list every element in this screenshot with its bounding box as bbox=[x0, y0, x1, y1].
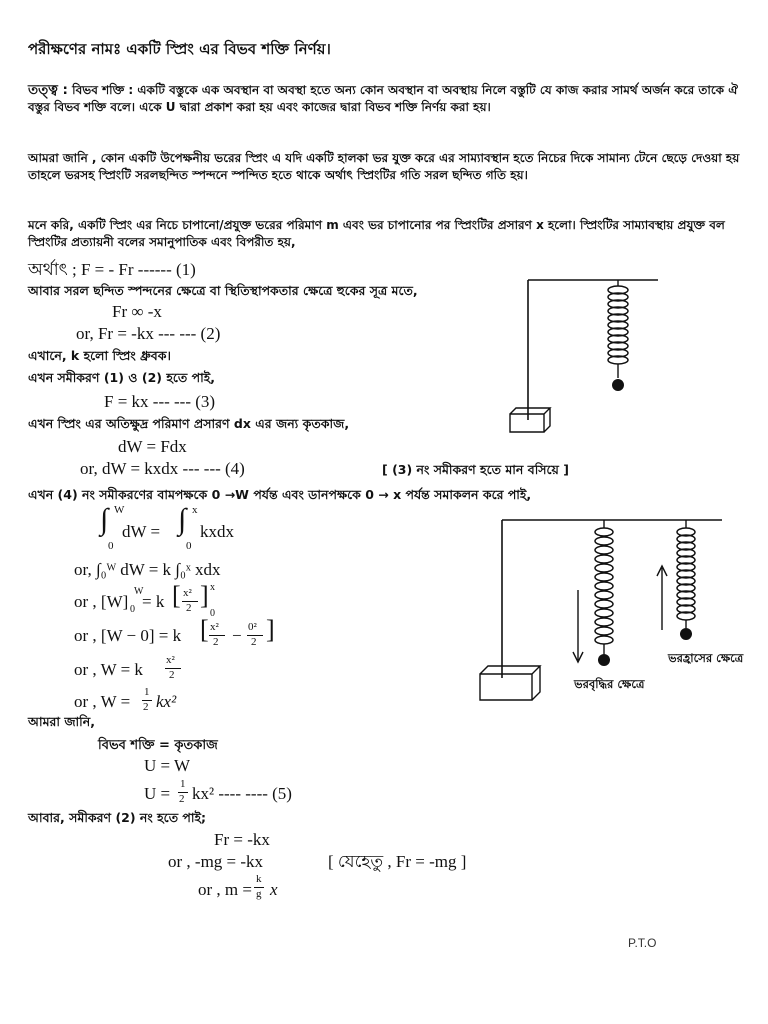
spring-coil-compressed bbox=[677, 528, 695, 620]
minus-sign: − bbox=[232, 626, 242, 645]
left-bracket: [ bbox=[200, 615, 209, 644]
upper-limit: W bbox=[114, 504, 125, 516]
spring-coil-extended bbox=[595, 528, 613, 644]
equation-7: or , -mg = -kx bbox=[168, 852, 264, 871]
w-equals: or , W = bbox=[74, 692, 131, 711]
integral-right: kxdx bbox=[200, 522, 234, 541]
integral-sign: ∫ bbox=[100, 503, 109, 536]
again-text: আবার, সমীকরণ (2) নং হতে পাই; bbox=[28, 810, 207, 825]
integral-line-4 bbox=[74, 615, 314, 656]
equation-2: or, Fr = -kx --- --- (2) bbox=[76, 324, 221, 343]
energy-equals-work: বিভব শক্তি = কৃতকাজ bbox=[98, 738, 218, 753]
upper-limit: W bbox=[134, 586, 144, 597]
compare-text: এখন সমীকরণ (1) ও (2) হতে পাই, bbox=[28, 370, 216, 385]
spring-coil bbox=[608, 286, 628, 364]
w-minus-zero: or , [W − 0] = k bbox=[74, 626, 182, 645]
we-know-text: আমরা জানি, bbox=[28, 714, 95, 729]
integrate-text: এখন (4) নং সমীকরণের বামপক্ষকে 0 →W পর্যন্ত এবং ডানপক্ষকে 0 → x পর্যন্ত সমাকলন করে পাই, bbox=[28, 487, 532, 502]
equation-5 bbox=[144, 776, 344, 810]
paragraph-potential-energy bbox=[28, 82, 740, 116]
paragraph-text: একটি বস্তুকে এক অবস্থান বা অবস্থা হতে অন্য কোন অবস্থান বা অবস্থায় নিলে বস্তুটি যে কাজ করার সামর্থ অর্জন করে তাকে ঐ বস্তুর বিভব শক্তি বলে। একে U দ্বারা প্রকাশ করা হয় এবং কাজের দ্বারা বিভব শক্তি নির্ণয় করা হয়। bbox=[28, 83, 738, 114]
frac-num: x² bbox=[183, 587, 192, 599]
paragraph-assumption: মনে করি, একটি স্প্রিং এর নিচে চাপানো/প্রযুক্ত ভরের পরিমাণ m এবং ভর চাপানোর পর স্প্রিংটির প্রসারণ x হলো। স্প্রিংটির সাম্যাবস্থায় প্রযুক্ত বল স্প্রিংটির প্রত্যায়নী বলের সমানুপাতিক এবং বিপরীত হয়, bbox=[28, 218, 725, 249]
upper-limit: x bbox=[210, 582, 215, 593]
mass-bob-right bbox=[680, 628, 692, 640]
equation-4-note: [ (3) নং সমীকরণ হতে মান বসিয়ে ] bbox=[382, 462, 569, 477]
frac-den: 2 bbox=[251, 636, 257, 648]
base-block bbox=[510, 408, 550, 432]
page-turn-indicator: P.T.O bbox=[628, 936, 657, 950]
mass-bob bbox=[612, 379, 624, 391]
frac-den: 2 bbox=[186, 602, 192, 614]
frac-num: 0² bbox=[248, 621, 257, 633]
frac-num: x² bbox=[166, 654, 175, 666]
kx-squared: kx² bbox=[156, 692, 177, 711]
theory-label: তত্ত্ব : bbox=[28, 82, 68, 98]
frac-num: x² bbox=[210, 621, 219, 633]
equation-8 bbox=[198, 872, 338, 906]
lower-limit: 0 bbox=[130, 604, 135, 615]
u-equals: U = bbox=[144, 784, 171, 803]
equation-dw: dW = Fdx bbox=[118, 437, 187, 456]
frac-den: 2 bbox=[179, 793, 185, 805]
equation-proportional: Fr ∞ -x bbox=[112, 302, 162, 321]
k-text: এখানে, k হলো স্প্রিং ধ্রুবক। bbox=[28, 348, 171, 363]
potential-label: বিভব শক্তি : bbox=[72, 83, 134, 97]
lower-limit: 0 bbox=[210, 608, 215, 619]
frac-den: 2 bbox=[169, 669, 175, 681]
mass-bob-left bbox=[598, 654, 610, 666]
lower-limit: 0 bbox=[186, 540, 192, 552]
integral-line-5 bbox=[74, 652, 234, 688]
x-variable: x bbox=[270, 880, 278, 899]
equation-7-note: [ যেহেতু , Fr = -mg ] bbox=[328, 852, 467, 871]
frac-den: g bbox=[256, 888, 262, 900]
equation-3: F = kx --- --- (3) bbox=[104, 392, 216, 411]
lower-limit: 0 bbox=[108, 540, 114, 552]
integral-sign: ∫ bbox=[178, 503, 187, 536]
paragraph-shm: আমরা জানি , কোন একটি উপেক্ষনীয় ভরের স্প্রিং এ যদি একটি হালকা ভর যুক্ত করে এর সাম্যাবস্থান হতে নিচের দিকে সামান্য টেনে ছেড়ে দেওয়া হয় তাহলে ভরসহ স্প্রিংটি সরলছন্দিত স্পন্দনে স্পন্দিত হতে থাকে অর্থাৎ স্প্রিংটির গতি সরল ছন্দিত গতি হয়। bbox=[28, 151, 740, 182]
integral-line-1 bbox=[100, 503, 280, 556]
spring-diagram-single bbox=[500, 272, 680, 452]
work-text: এখন স্প্রিং এর অতিক্ষুদ্র পরিমাণ প্রসারণ dx এর জন্য কৃতকাজ, bbox=[28, 416, 350, 431]
equation-6: Fr = -kx bbox=[214, 830, 270, 849]
equation-u-w: U = W bbox=[144, 756, 191, 775]
right-bracket: ] bbox=[200, 581, 209, 610]
integral-line-2: or, ∫₀ᵂ dW = k ∫₀ˣ xdx bbox=[74, 560, 221, 579]
equation-1: অর্থাৎ ; F = - Fr ------ (1) bbox=[28, 260, 196, 279]
label-mass-increase: ভরবৃদ্ধির ক্ষেত্রে bbox=[574, 677, 645, 691]
base-block bbox=[480, 666, 540, 700]
hooke-text: আবার সরল ছন্দিত স্পন্দনের ক্ষেত্রে বা স্থিতিস্থাপকতার ক্ষেত্রে হুকের সূত্র মতে, bbox=[28, 283, 418, 298]
frac-den: 2 bbox=[143, 701, 149, 713]
integral-line-6 bbox=[74, 684, 254, 720]
w-equals-k: or , W = k bbox=[74, 660, 143, 679]
label-mass-decrease: ভরহ্রাসের ক্ষেত্রে bbox=[668, 651, 744, 665]
page-title: পরীক্ষণের নামঃ একটি স্প্রিং এর বিভব শক্তি নির্ণয়। bbox=[28, 40, 331, 58]
frac-num: k bbox=[256, 873, 262, 885]
bracket-w: or , [W] bbox=[74, 592, 129, 611]
equation-4: or, dW = kxdx --- --- (4) bbox=[80, 459, 245, 478]
integral-left: dW = bbox=[122, 522, 161, 541]
frac-num: 1 bbox=[180, 778, 186, 790]
equals-k: = k bbox=[142, 592, 165, 611]
frac-num: 1 bbox=[144, 686, 150, 698]
upper-limit: x bbox=[192, 504, 198, 516]
m-equals: or , m = bbox=[198, 880, 252, 899]
left-bracket: [ bbox=[172, 581, 181, 610]
right-bracket: ] bbox=[266, 615, 275, 644]
frac-den: 2 bbox=[213, 636, 219, 648]
kx-squared-label: kx² ---- ---- (5) bbox=[192, 784, 292, 803]
